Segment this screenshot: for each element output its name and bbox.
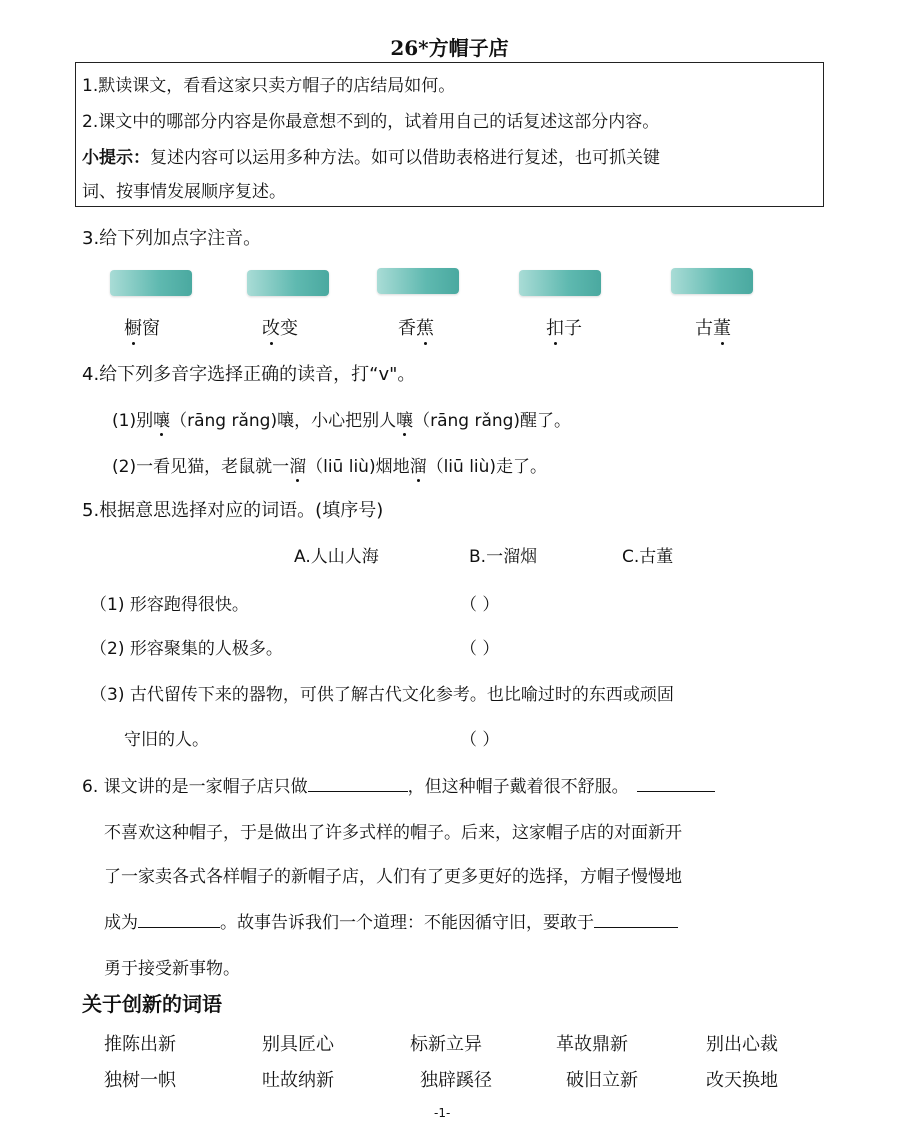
hint-label: 小提示： bbox=[82, 148, 150, 168]
page-title: 26*方帽子店 bbox=[390, 36, 509, 60]
idioms-heading: 关于创新的词语 bbox=[82, 992, 222, 1016]
question-6-line-5: 勇于接受新事物。 bbox=[104, 959, 240, 979]
pinyin-answer-box-2[interactable] bbox=[247, 270, 329, 296]
blank-4[interactable] bbox=[594, 909, 678, 928]
question-5-item-1: （1) 形容跑得很快。 bbox=[90, 595, 249, 615]
question-4-item-2: (2)一看见猫，老鼠就一溜（liū liù)烟地溜（liū liù)走了。 bbox=[112, 452, 547, 477]
idiom-item: 吐故纳新 bbox=[262, 1070, 334, 1091]
word-4: 扣子 bbox=[546, 314, 582, 340]
idiom-item: 改天换地 bbox=[706, 1070, 778, 1091]
pinyin-answer-box-3[interactable] bbox=[377, 268, 459, 294]
question-6-line-1: 6. 课文讲的是一家帽子店只做 ，但这种帽子戴着很不舒服。 bbox=[82, 772, 715, 797]
question-6-line-3: 了一家卖各式各样帽子的新帽子店，人们有了更多更好的选择，方帽子慢慢地 bbox=[104, 867, 682, 887]
idiom-item: 别具匠心 bbox=[262, 1034, 334, 1055]
idiom-item: 独树一帜 bbox=[104, 1070, 176, 1091]
hint-line-2: 词、按事情发展顺序复述。 bbox=[82, 182, 286, 202]
idiom-item: 独辟蹊径 bbox=[420, 1070, 492, 1091]
question-5-item-3: （3) 古代留传下来的器物，可供了解古代文化参考。也比喻过时的东西或顽固 bbox=[90, 685, 674, 705]
hint-line bbox=[82, 143, 660, 168]
idiom-item: 破旧立新 bbox=[566, 1070, 638, 1091]
idiom-item: 革故鼎新 bbox=[556, 1034, 628, 1055]
question-3-prompt: 3.给下列加点字注音。 bbox=[82, 228, 262, 249]
question-6-line-2: 不喜欢这种帽子，于是做出了许多式样的帽子。后来，这家帽子店的对面新开 bbox=[104, 823, 682, 843]
word-5: 古董 bbox=[695, 314, 731, 340]
option-a: A.人山人海 bbox=[294, 547, 379, 567]
question-6-line-4: 成为 。故事告诉我们一个道理：不能因循守旧，要敢于 bbox=[104, 908, 678, 933]
answer-paren-3[interactable]: （ ） bbox=[460, 730, 500, 750]
option-c: C.古董 bbox=[622, 547, 674, 567]
page-number: -1- bbox=[434, 1106, 451, 1120]
blank-2[interactable] bbox=[637, 773, 715, 792]
question-4-prompt: 4.给下列多音字选择正确的读音，打“v"。 bbox=[82, 364, 416, 385]
blank-1[interactable] bbox=[308, 773, 408, 792]
answer-paren-2[interactable]: （ ） bbox=[460, 639, 500, 659]
instruction-2: 2.课文中的哪部分内容是你最意想不到的，试着用自己的话复述这部分内容。 bbox=[82, 112, 660, 132]
instruction-1: 1.默读课文，看看这家只卖方帽子的店结局如何。 bbox=[82, 76, 456, 96]
blank-3[interactable] bbox=[138, 909, 220, 928]
pinyin-answer-box-1[interactable] bbox=[110, 270, 192, 296]
word-3: 香蕉 bbox=[398, 314, 434, 340]
question-5-prompt: 5.根据意思选择对应的词语。(填序号) bbox=[82, 500, 384, 521]
pinyin-answer-box-5[interactable] bbox=[671, 268, 753, 294]
question-5-item-3-cont: 守旧的人。 bbox=[124, 730, 209, 750]
idiom-item: 标新立异 bbox=[410, 1034, 482, 1055]
instruction-box bbox=[75, 62, 824, 207]
word-2: 改变 bbox=[262, 314, 298, 340]
option-b: B.一溜烟 bbox=[469, 547, 538, 567]
idiom-item: 别出心裁 bbox=[706, 1034, 778, 1055]
answer-paren-1[interactable]: （ ） bbox=[460, 595, 500, 615]
word-1: 橱窗 bbox=[124, 314, 160, 340]
hint-text: 复述内容可以运用多种方法。如可以借助表格进行复述，也可抓关键 bbox=[150, 148, 660, 168]
idiom-item: 推陈出新 bbox=[104, 1034, 176, 1055]
question-4-item-1: (1)别嚷（rāng rǎng)嚷，小心把别人嚷（rāng rǎng)醒了。 bbox=[112, 406, 571, 431]
pinyin-answer-box-4[interactable] bbox=[519, 270, 601, 296]
question-5-item-2: （2) 形容聚集的人极多。 bbox=[90, 639, 283, 659]
